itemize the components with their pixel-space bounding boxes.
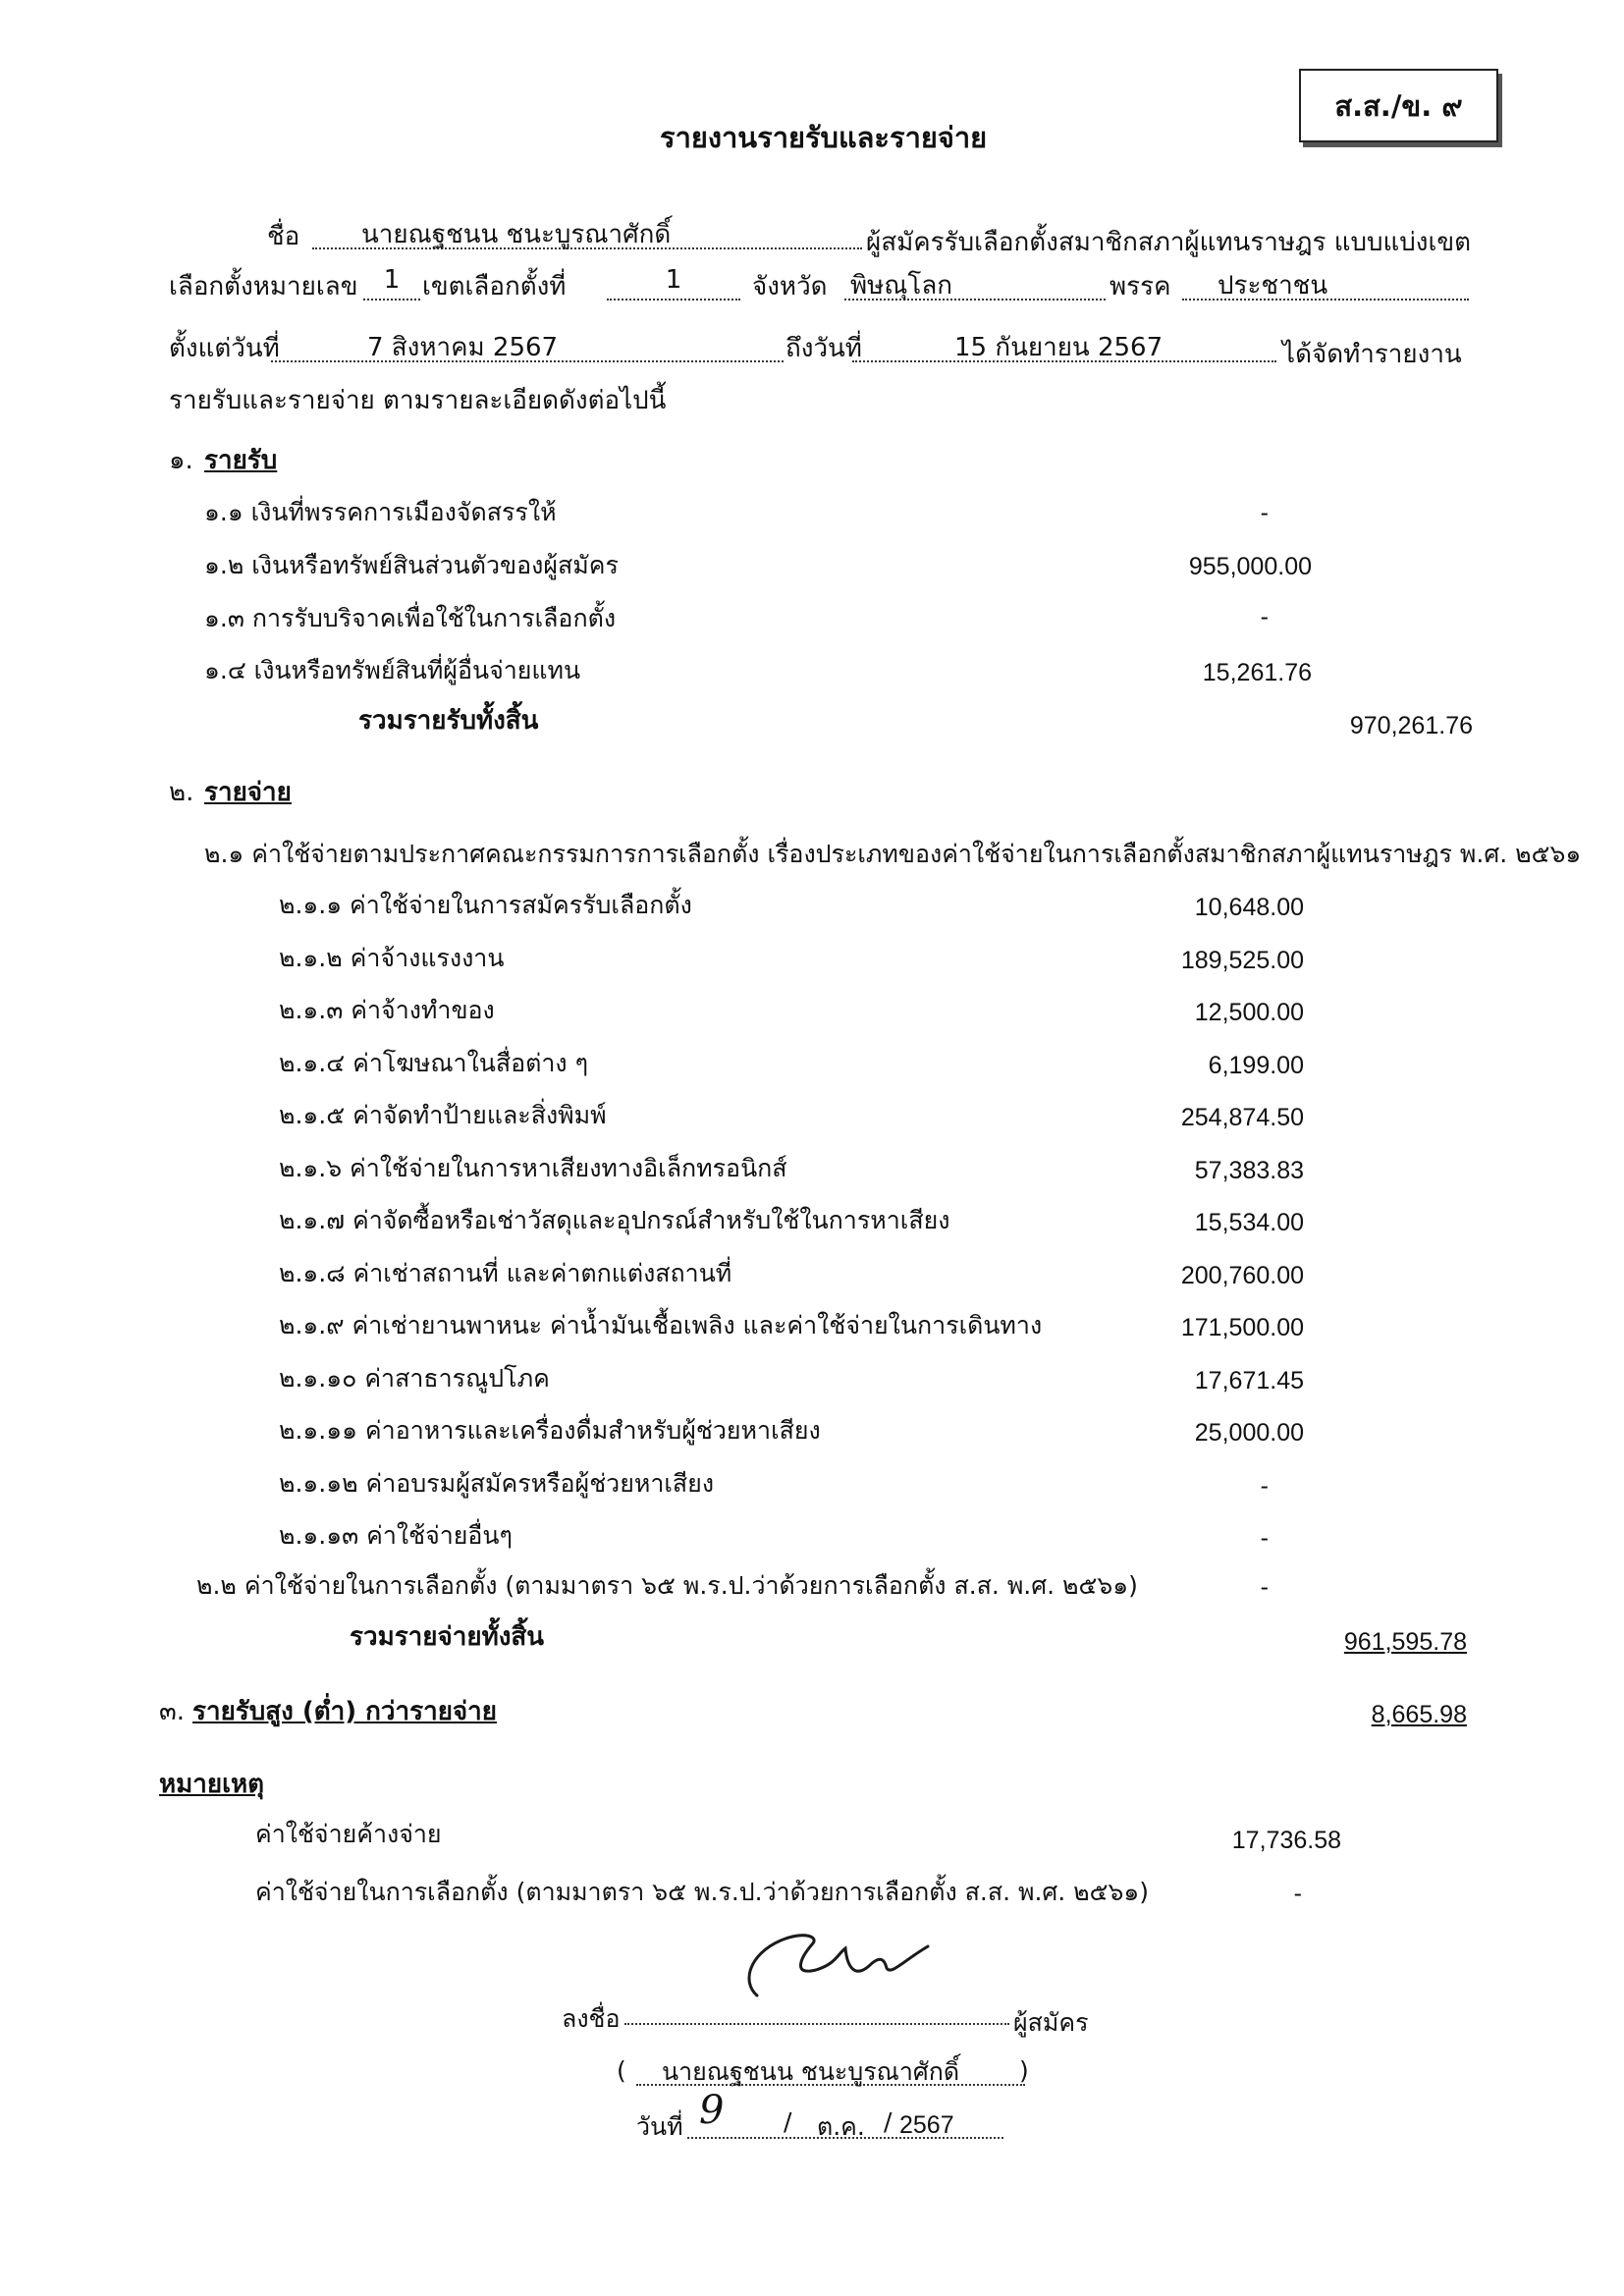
expense-item-5-value: 254,874.50 xyxy=(1180,1104,1304,1131)
balance-label: รายรับสูง (ต่ำ) กว่ารายจ่าย xyxy=(192,1697,497,1726)
sign-label: ลงชื่อ xyxy=(562,2004,621,2033)
expense-item-11-value: 25,000.00 xyxy=(1194,1419,1304,1447)
expense-item-1-label: ๒.๑.๑ ค่าใช้จ่ายในการสมัครรับเลือกตั้ง xyxy=(279,891,692,919)
balance-number: ๓. xyxy=(159,1697,186,1726)
income-heading: รายรับ xyxy=(204,446,278,475)
name-label: ชื่อ xyxy=(267,222,300,251)
expense-item-4-value: 6,199.00 xyxy=(1208,1051,1304,1079)
note-2-value: - xyxy=(1293,1880,1302,1907)
expense-item-3-label: ๒.๑.๓ ค่าจ้างทำของ xyxy=(279,996,495,1024)
signer-open-paren: ( xyxy=(617,2056,626,2085)
signer-close-paren: ) xyxy=(1019,2056,1029,2085)
name-value: นายณฐชนน ชนะบูรณาศักดิ์ xyxy=(361,220,672,249)
income-item-3-value: - xyxy=(1260,603,1269,630)
candidate-type: ผู้สมัครรับเลือกตั้งสมาชิกสภาผู้แทนราษฎร แบบแบ่งเขต xyxy=(866,228,1471,257)
district-label: เขตเลือกตั้งที่ xyxy=(422,272,567,301)
party-label: พรรค xyxy=(1110,272,1171,301)
to-field xyxy=(852,327,1276,362)
intro-line: รายรับและรายจ่าย ตามรายละเอียดดังต่อไปนี้ xyxy=(169,386,667,415)
from-label: ตั้งแต่วันที่ xyxy=(169,334,280,363)
expense-item-6-label: ๒.๑.๖ ค่าใช้จ่ายในการหาเสียงทางอิเล็กทรอนิกส์ xyxy=(279,1153,787,1182)
expense-item-11-label: ๒.๑.๑๑ ค่าอาหารและเครื่องดื่มสำหรับผู้ช่วยหาเสียง xyxy=(279,1416,821,1445)
expense-item-7-label: ๒.๑.๗ ค่าจัดซื้อหรือเช่าวัสดุและอุปกรณ์สำหรับใช้ในการหาเสียง xyxy=(279,1206,950,1234)
signer-name-field xyxy=(636,2052,1025,2086)
date-sep-1: / xyxy=(784,2107,792,2136)
sign-line xyxy=(624,2023,1009,2025)
income-item-1-value: - xyxy=(1260,499,1269,526)
date-label: วันที่ xyxy=(636,2112,683,2141)
income-item-2-value: 955,000.00 xyxy=(1188,553,1312,580)
note-1-label: ค่าใช้จ่ายค้างจ่าย xyxy=(255,1820,442,1848)
district-value: 1 xyxy=(665,265,682,295)
expense-item-9-value: 171,500.00 xyxy=(1180,1314,1304,1341)
province-label: จังหวัด xyxy=(752,272,828,301)
balance-value: 8,665.98 xyxy=(1371,1701,1467,1728)
expense-item-13-label: ๒.๑.๑๓ ค่าใช้จ่ายอื่นๆ xyxy=(279,1521,513,1550)
number-value: 1 xyxy=(383,265,401,295)
income-item-4-value: 15,261.76 xyxy=(1202,659,1312,686)
date-year: 2567 xyxy=(899,2111,954,2139)
to-value: 15 กันยายน 2567 xyxy=(954,333,1164,362)
expense-item-2-label: ๒.๑.๒ ค่าจ้างแรงงาน xyxy=(279,943,505,972)
date-sep-2: / xyxy=(884,2107,893,2136)
expense-heading: รายจ่าย xyxy=(204,778,292,807)
party-value: ประชาชน xyxy=(1218,271,1328,301)
number-field xyxy=(363,265,420,301)
expense-total-label: รวมรายจ่ายทั้งสิ้น xyxy=(350,1622,545,1652)
expense-number: ๒. xyxy=(169,778,194,807)
expense-item-3-value: 12,500.00 xyxy=(1194,999,1304,1026)
income-total-label: รวมรายรับทั้งสิ้น xyxy=(358,706,539,736)
signer-role: ผู้สมัคร xyxy=(1013,2008,1089,2037)
date-day: 9 xyxy=(699,2088,725,2133)
party-field xyxy=(1182,265,1469,301)
number-label: เลือกตั้งหมายเลข xyxy=(169,272,358,301)
signer-name: นายณฐชนน ชนะบูรณาศักดิ์ xyxy=(662,2057,960,2086)
notes-heading: หมายเหตุ xyxy=(159,1770,265,1799)
province-field xyxy=(844,265,1106,301)
expense-item-12-label: ๒.๑.๑๒ ค่าอบรมผู้สมัครหรือผู้ช่วยหาเสียง xyxy=(279,1468,715,1498)
form-code: ส.ส./ข. ๙ xyxy=(1334,88,1463,123)
expense-item-2-value: 189,525.00 xyxy=(1180,946,1304,974)
province-value: พิษณุโลก xyxy=(850,271,953,301)
signature-scribble xyxy=(722,1925,947,2015)
expense-item-5-label: ๒.๑.๕ ค่าจัดทำป้ายและสิ่งพิมพ์ xyxy=(279,1101,607,1129)
date-month: ต.ค. xyxy=(817,2112,865,2141)
note-1-value: 17,736.58 xyxy=(1231,1827,1341,1854)
note-2-label: ค่าใช้จ่ายในการเลือกตั้ง (ตามมาตรา ๖๕ พ.ร.ป.ว่าด้วยการเลือกตั้ง ส.ส. พ.ศ. ๒๕๖๑) xyxy=(255,1878,1150,1906)
income-number: ๑. xyxy=(169,446,193,475)
expense-item-10-value: 17,671.45 xyxy=(1194,1366,1304,1394)
expense-item-9-label: ๒.๑.๙ ค่าเช่ายานพาหนะ ค่าน้ำมันเชื้อเพลิง และค่าใช้จ่ายในการเดินทาง xyxy=(279,1311,1043,1339)
expense-item-8-value: 200,760.00 xyxy=(1180,1261,1304,1289)
expense-item-4-label: ๒.๑.๔ ค่าโฆษณาในสื่อต่าง ๆ xyxy=(279,1048,588,1077)
expense-item-7-value: 15,534.00 xyxy=(1194,1209,1304,1236)
income-item-4-label: ๑.๔ เงินหรือทรัพย์สินที่ผู้อื่นจ่ายแทน xyxy=(204,656,581,684)
expense-sub2-label: ๒.๒ ค่าใช้จ่ายในการเลือกตั้ง (ตามมาตรา ๖๕ พ.ร.ป.ว่าด้วยการเลือกตั้ง ส.ส. พ.ศ. ๒๕๖๑) xyxy=(196,1571,1138,1600)
expense-sub1-label: ๒.๑ ค่าใช้จ่ายตามประกาศคณะกรรมการการเลือกตั้ง เรื่องประเภทของค่าใช้จ่ายในการเลือกตั้งสมาชิกสภาผู้แทนราษฎร พ.ศ. ๒๕๖๑ xyxy=(204,840,1582,868)
expense-item-12-value: - xyxy=(1260,1471,1269,1500)
expense-item-13-value: - xyxy=(1260,1524,1269,1552)
expense-sub2-value: - xyxy=(1260,1573,1269,1601)
form-code-box xyxy=(1299,69,1498,142)
income-item-2-label: ๑.๒ เงินหรือทรัพย์สินส่วนตัวของผู้สมัคร xyxy=(204,551,619,579)
expense-total-value: 961,595.78 xyxy=(1343,1628,1467,1656)
from-field xyxy=(271,327,784,362)
expense-item-6-value: 57,383.83 xyxy=(1194,1156,1304,1184)
income-item-1-label: ๑.๑ เงินที่พรรคการเมืองจัดสรรให้ xyxy=(204,498,557,526)
income-total-value: 970,261.76 xyxy=(1349,712,1473,739)
name-field xyxy=(312,214,862,249)
district-field xyxy=(607,265,740,301)
report-made: ได้จัดทำรายงาน xyxy=(1282,340,1462,369)
expense-item-10-label: ๒.๑.๑๐ ค่าสาธารณูปโภค xyxy=(279,1363,550,1393)
expense-item-8-label: ๒.๑.๘ ค่าเช่าสถานที่ และค่าตกแต่งสถานที่ xyxy=(279,1258,732,1287)
to-label: ถึงวันที่ xyxy=(785,334,862,363)
page-title: รายงานรายรับและรายจ่าย xyxy=(660,121,988,154)
expense-item-1-value: 10,648.00 xyxy=(1194,894,1304,921)
income-item-3-label: ๑.๓ การรับบริจาคเพื่อใช้ในการเลือกตั้ง xyxy=(204,604,617,632)
from-value: 7 สิงหาคม 2567 xyxy=(367,333,559,362)
